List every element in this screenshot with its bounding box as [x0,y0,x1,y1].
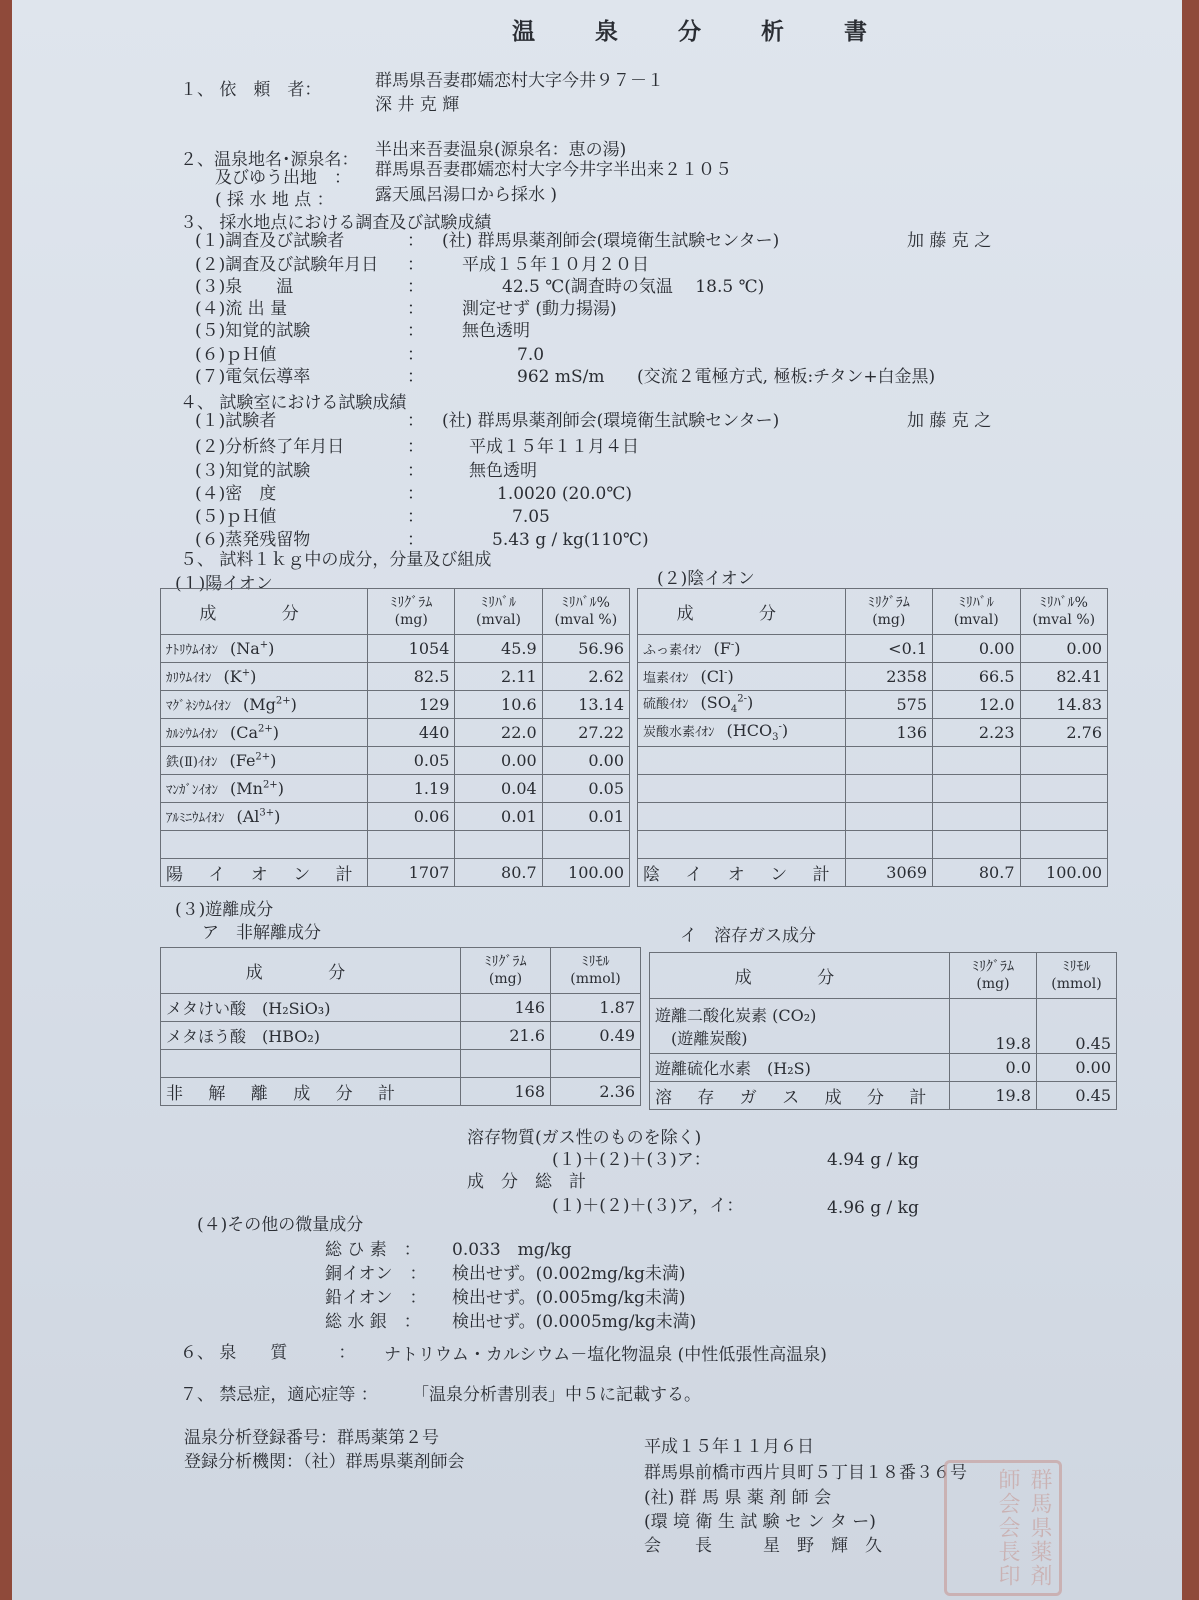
component-mg: 146 [461,994,551,1022]
total-pct: 100.00 [542,859,629,887]
s3-row-value: 962 mS/m [517,367,605,387]
empty-cell [461,1050,551,1078]
total-mval: 80.7 [933,859,1020,887]
issuer-org: (社) 群 馬 県 薬 剤 師 会 [644,1488,832,1508]
ion-mval: 22.0 [455,719,542,747]
component-name: 遊離二酸化炭素 (CO₂) (遊離炭酸) [650,999,950,1054]
empty-cell [638,747,846,775]
total-label: 陰 イ オ ン 計 [638,859,846,887]
reg-number: 温泉分析登録番号：群馬薬第２号 [184,1428,439,1448]
ion-pct: 13.14 [542,691,629,719]
empty-row [161,831,630,859]
ion-mval: 10.6 [455,691,542,719]
col-name-header: 成 分 [161,948,461,994]
s3-row-value: 平成１５年１０月２０日 [462,255,649,275]
ion-name: ｶﾙｼｳﾑｲｵﾝ $(Ca^{2+})$ [161,719,368,747]
ion-pct: 14.83 [1020,691,1108,719]
document-page [12,0,1182,1600]
cation-table [160,588,630,887]
col-mmol-header: ﾐﾘﾓﾙ (mmol) [551,948,641,994]
ion-mg: 1.19 [368,775,455,803]
component-mg: 21.6 [461,1022,551,1050]
s3-row-colon: ： [407,345,424,365]
reg-organization: 登録分析機関：（社）群馬県薬剤師会 [184,1452,465,1472]
issue-date: 平成１５年１１月６日 [644,1437,814,1457]
ion-mval: 0.01 [455,803,542,831]
s4-row-label: (２)分析終了年月日 [195,437,345,457]
s4-row-colon: ： [407,507,424,527]
total-label: 成 分 総 計 [467,1172,586,1192]
empty-cell [1020,747,1108,775]
component-name: メタほう酸 (HBO₂) [161,1022,461,1050]
s4-row-colon: ： [407,437,424,457]
empty-row [161,1050,641,1078]
s1-name: 深 井 克 輝 [375,95,460,115]
ion-pct: 56.96 [542,635,629,663]
ion-mg: 440 [368,719,455,747]
s3-row-colon: ： [407,367,424,387]
total-row [161,859,630,887]
ion-pct: 0.05 [542,775,629,803]
empty-cell [638,831,846,859]
s3-row-label: (１)調査及び試験者 [195,231,345,251]
empty-cell [933,803,1020,831]
trace-value: 検出せず。(0.005mg/kg未満) [452,1288,686,1308]
s3-row-value: (社) 群馬県薬剤師会(環境衛生試験センター) [442,231,780,251]
s6-label: ６、 泉 質 ： [180,1343,356,1363]
s7-value: 「温泉分析書別表」中５に記載する。 [412,1385,701,1405]
gas-table [649,952,1117,1110]
s3-row-colon: ： [407,321,424,341]
ion-mg: 0.06 [368,803,455,831]
s3-row-extra: (交流２電極方式, 極板:チタン+白金黒) [637,367,936,387]
ion-mg: 0.05 [368,747,455,775]
total-mmol: 2.36 [551,1078,641,1106]
ion-row [638,719,1108,747]
ion-row [161,803,630,831]
empty-cell [455,831,542,859]
s4-row-value: 平成１５年１１月４日 [469,437,639,457]
col-mg-header: ﾐﾘｸﾞﾗﾑ (mg) [368,589,455,635]
empty-row [638,803,1108,831]
ion-mval: 0.00 [933,635,1020,663]
ion-name: 塩素ｲｵﾝ (Cl-) [638,663,846,691]
header-row [650,953,1117,999]
s2-loc-value: 群馬県吾妻郡嬬恋村大字今井字半出来２１０５ [375,160,732,180]
nondiss-title: ア 非解離成分 [202,923,321,943]
dissolved-value: 4.94 g / kg [827,1150,919,1170]
s3-row-label: (５)知覚的試験 [195,321,311,341]
s3-row-value: 測定せず (動力揚湯) [462,299,617,319]
s4-row-colon: ： [407,530,424,550]
total-row [650,1082,1117,1110]
s4-row-colon: ： [407,461,424,481]
empty-cell [1020,775,1108,803]
s3-row-colon: ： [407,255,424,275]
issuer-address: 群馬県前橋市西片貝町５丁目１８番３６号 [644,1463,967,1483]
col-mg-header: ﾐﾘｸﾞﾗﾑ (mg) [845,589,932,635]
ion-mval: 2.11 [455,663,542,691]
ion-mval: 2.23 [933,719,1020,747]
empty-cell [1020,831,1108,859]
total-row [638,859,1108,887]
s4-heading: ４、 試験室における試験成績 [180,393,407,413]
s4-row-label: (４)密 度 [195,484,277,504]
header-row [161,948,641,994]
col-mg-header: ﾐﾘｸﾞﾗﾑ (mg) [950,953,1037,999]
anion-title: (２)陰イオン [657,569,755,589]
component-mmol: 0.45 [1037,999,1117,1054]
component-mg: 19.8 [950,999,1037,1054]
empty-cell [933,831,1020,859]
empty-cell [1020,803,1108,831]
total-formula: (１)＋(２)＋(３)ア，イ： [552,1196,744,1216]
s3-row-label: (７)電気伝導率 [195,367,311,387]
s4-row-value: 1.0020 (20.0℃) [497,484,633,504]
total-mval: 80.7 [455,859,542,887]
s2-pt-label: ( 採 水 地 点 ： [215,190,334,210]
s1-address: 群馬県吾妻郡嬬恋村大字今井９７－１ [375,71,664,91]
empty-cell [845,775,932,803]
empty-cell [161,1050,461,1078]
empty-cell [845,803,932,831]
trace-label: 鉛イオン ： [325,1288,427,1308]
anion-table [637,588,1108,887]
total-label: 非 解 離 成 分 計 [161,1078,461,1106]
dissolved-formula: (１)＋(２)＋(３)ア： [552,1150,711,1170]
empty-cell [638,803,846,831]
ion-mval: 45.9 [455,635,542,663]
empty-cell [638,775,846,803]
s4-row-value: 5.43 g / kg(110℃) [492,530,649,550]
col-name-header: 成 分 [650,953,950,999]
s4-row-colon: ： [407,411,424,431]
empty-cell [845,747,932,775]
s3-row-value: 7.0 [517,345,545,365]
s3-row-label: (６)ｐＨ値 [195,345,277,365]
component-row [650,1054,1117,1082]
col-pct-header: ﾐﾘﾊﾞﾙ% (mval %) [1020,589,1108,635]
ion-name: ﾏｸﾞﾈｼｳﾑｲｵﾝ $(Mg^{2+})$ [161,691,368,719]
s4-row-label: (６)蒸発残留物 [195,530,311,550]
s4-row-value: 無色透明 [469,461,537,481]
ion-mg: 2358 [845,663,932,691]
ion-row [161,635,630,663]
total-mg: 3069 [845,859,932,887]
ion-mval: 66.5 [933,663,1020,691]
empty-cell [161,831,368,859]
s4-row-value: (社) 群馬県薬剤師会(環境衛生試験センター) [442,411,780,431]
component-mmol: 0.49 [551,1022,641,1050]
ion-pct: 0.00 [542,747,629,775]
s3-row-value: 42.5 ℃(調査時の気温 18.5 ℃) [502,277,765,297]
col-mg-header: ﾐﾘｸﾞﾗﾑ (mg) [461,948,551,994]
s3-row-value: 無色透明 [462,321,530,341]
empty-row [638,747,1108,775]
ion-mval: 0.00 [455,747,542,775]
trace-title: (４)その他の微量成分 [197,1215,364,1235]
ion-mg: <0.1 [845,635,932,663]
ion-name: 硫酸ｲｵﾝ $(SO_4^{2-})$ [638,691,846,719]
gas-title: イ 溶存ガス成分 [680,926,816,946]
cation-title: (１)陽イオン [175,574,273,594]
col-name-header: 成 分 [638,589,846,635]
empty-cell [845,831,932,859]
s7-label: ７、 禁忌症，適応症等 ： [180,1385,378,1405]
ion-pct: 0.00 [1020,635,1108,663]
col-mval-header: ﾐﾘﾊﾞﾙ (mval) [455,589,542,635]
ion-name: ｱﾙﾐﾆｳﾑｲｵﾝ $(Al^{3+})$ [161,803,368,831]
ion-mg: 82.5 [368,663,455,691]
s3-row-label: (３)泉 温 [195,277,294,297]
s4-row-label: (５)ｐＨ値 [195,507,277,527]
ion-row [638,663,1108,691]
s6-value: ナトリウム・カルシウム－塩化物温泉 (中性低張性高温泉) [384,1345,827,1365]
ion-pct: 82.41 [1020,663,1108,691]
ion-pct: 0.01 [542,803,629,831]
total-pct: 100.00 [1020,859,1108,887]
ion-name: ｶﾘｳﾑｲｵﾝ (K+) [161,663,368,691]
total-mg: 19.8 [950,1082,1037,1110]
s3-heading: ３、 採水地点における調査及び試験成績 [180,213,492,233]
total-value: 4.96 g / kg [827,1198,919,1218]
ion-row [161,775,630,803]
empty-cell [542,831,629,859]
s3-row-label: (４)流 出 量 [195,299,288,319]
empty-row [638,775,1108,803]
official-seal-stamp: 群馬県薬剤師会会長印 [944,1460,1062,1596]
s3-row-extra: 加 藤 克 之 [907,231,992,251]
empty-cell [551,1050,641,1078]
issuer-center: (環 境 衛 生 試 験 セ ン タ ー) [644,1512,876,1532]
ion-mg: 129 [368,691,455,719]
ion-row [161,719,630,747]
s5-heading: ５、 試料１ｋｇ中の成分，分量及び組成 [180,550,492,570]
total-label: 溶 存 ガ ス 成 分 計 [650,1082,950,1110]
total-row [161,1078,641,1106]
s2-loc-label: 及びゆう出地 ： [215,168,351,188]
trace-label: 銅イオン ： [325,1264,427,1284]
col-mval-header: ﾐﾘﾊﾞﾙ (mval) [933,589,1020,635]
component-mmol: 1.87 [551,994,641,1022]
ion-mg: 136 [845,719,932,747]
ion-pct: 2.62 [542,663,629,691]
nondiss-table [160,947,641,1106]
trace-value: 0.033 mg/kg [452,1240,572,1260]
issuer-president: 会 長 星 野 輝 久 [644,1536,882,1556]
document-title: 温 泉 分 析 書 [512,18,894,45]
s3-row-colon: ： [407,277,424,297]
ion-row [161,691,630,719]
ion-pct: 2.76 [1020,719,1108,747]
col-pct-header: ﾐﾘﾊﾞﾙ% (mval %) [542,589,629,635]
header-row [638,589,1108,635]
s4-row-value: 7.05 [512,507,550,527]
s3-row-colon: ： [407,231,424,251]
empty-cell [368,831,455,859]
component-mg: 0.0 [950,1054,1037,1082]
s1-label: １、 依 頼 者： [180,80,322,100]
dissolved-label: 溶存物質(ガス性のものを除く) [467,1128,702,1148]
trace-label: 総 ひ 素 ： [325,1240,421,1260]
col-mmol-header: ﾐﾘﾓﾙ (mmol) [1037,953,1117,999]
ion-mg: 575 [845,691,932,719]
ion-row [161,747,630,775]
header-row [161,589,630,635]
s2-label: ２、温泉地名･源泉名： [180,150,359,170]
trace-value: 検出せず。(0.002mg/kg未満) [452,1264,686,1284]
s4-row-colon: ： [407,484,424,504]
total-mmol: 0.45 [1037,1082,1117,1110]
s4-row-label: (１)試験者 [195,411,277,431]
trace-value: 検出せず。(0.0005mg/kg未満) [452,1312,697,1332]
ion-row [638,691,1108,719]
component-mmol: 0.00 [1037,1054,1117,1082]
component-name: メタけい酸 (H₂SiO₃) [161,994,461,1022]
col-name-header: 成 分 [161,589,368,635]
ion-mval: 12.0 [933,691,1020,719]
trace-label: 総 水 銀 ： [325,1312,421,1332]
s3-row-label: (２)調査及び試験年月日 [195,255,379,275]
ion-mg: 1054 [368,635,455,663]
ion-name: ﾏﾝｶﾞﾝｲｵﾝ $(Mn^{2+})$ [161,775,368,803]
s4-row-label: (３)知覚的試験 [195,461,311,481]
component-row [161,1022,641,1050]
component-row [161,994,641,1022]
ion-row [161,663,630,691]
s2-value: 半出来吾妻温泉(源泉名：恵の湯) [375,140,627,160]
total-label: 陽 イ オ ン 計 [161,859,368,887]
total-mg: 1707 [368,859,455,887]
total-mg: 168 [461,1078,551,1106]
ion-row [638,635,1108,663]
component-row [650,999,1117,1054]
ion-pct: 27.22 [542,719,629,747]
s2-pt-value: 露天風呂湯口から採水 ) [375,185,558,205]
ion-mval: 0.04 [455,775,542,803]
ion-name: 炭酸水素ｲｵﾝ $(HCO_3^-)$ [638,719,846,747]
component-name: 遊離硫化水素 (H₂S) [650,1054,950,1082]
empty-cell [933,747,1020,775]
empty-row [638,831,1108,859]
s4-row-extra: 加 藤 克 之 [907,411,992,431]
s3-row-colon: ： [407,299,424,319]
ion-name: ﾅﾄﾘｳﾑｲｵﾝ (Na+) [161,635,368,663]
free-title: (３)遊離成分 [175,900,274,920]
ion-name: 鉄(Ⅱ)ｲｵﾝ $(Fe^{2+})$ [161,747,368,775]
empty-cell [933,775,1020,803]
ion-name: ふっ素ｲｵﾝ (F-) [638,635,846,663]
